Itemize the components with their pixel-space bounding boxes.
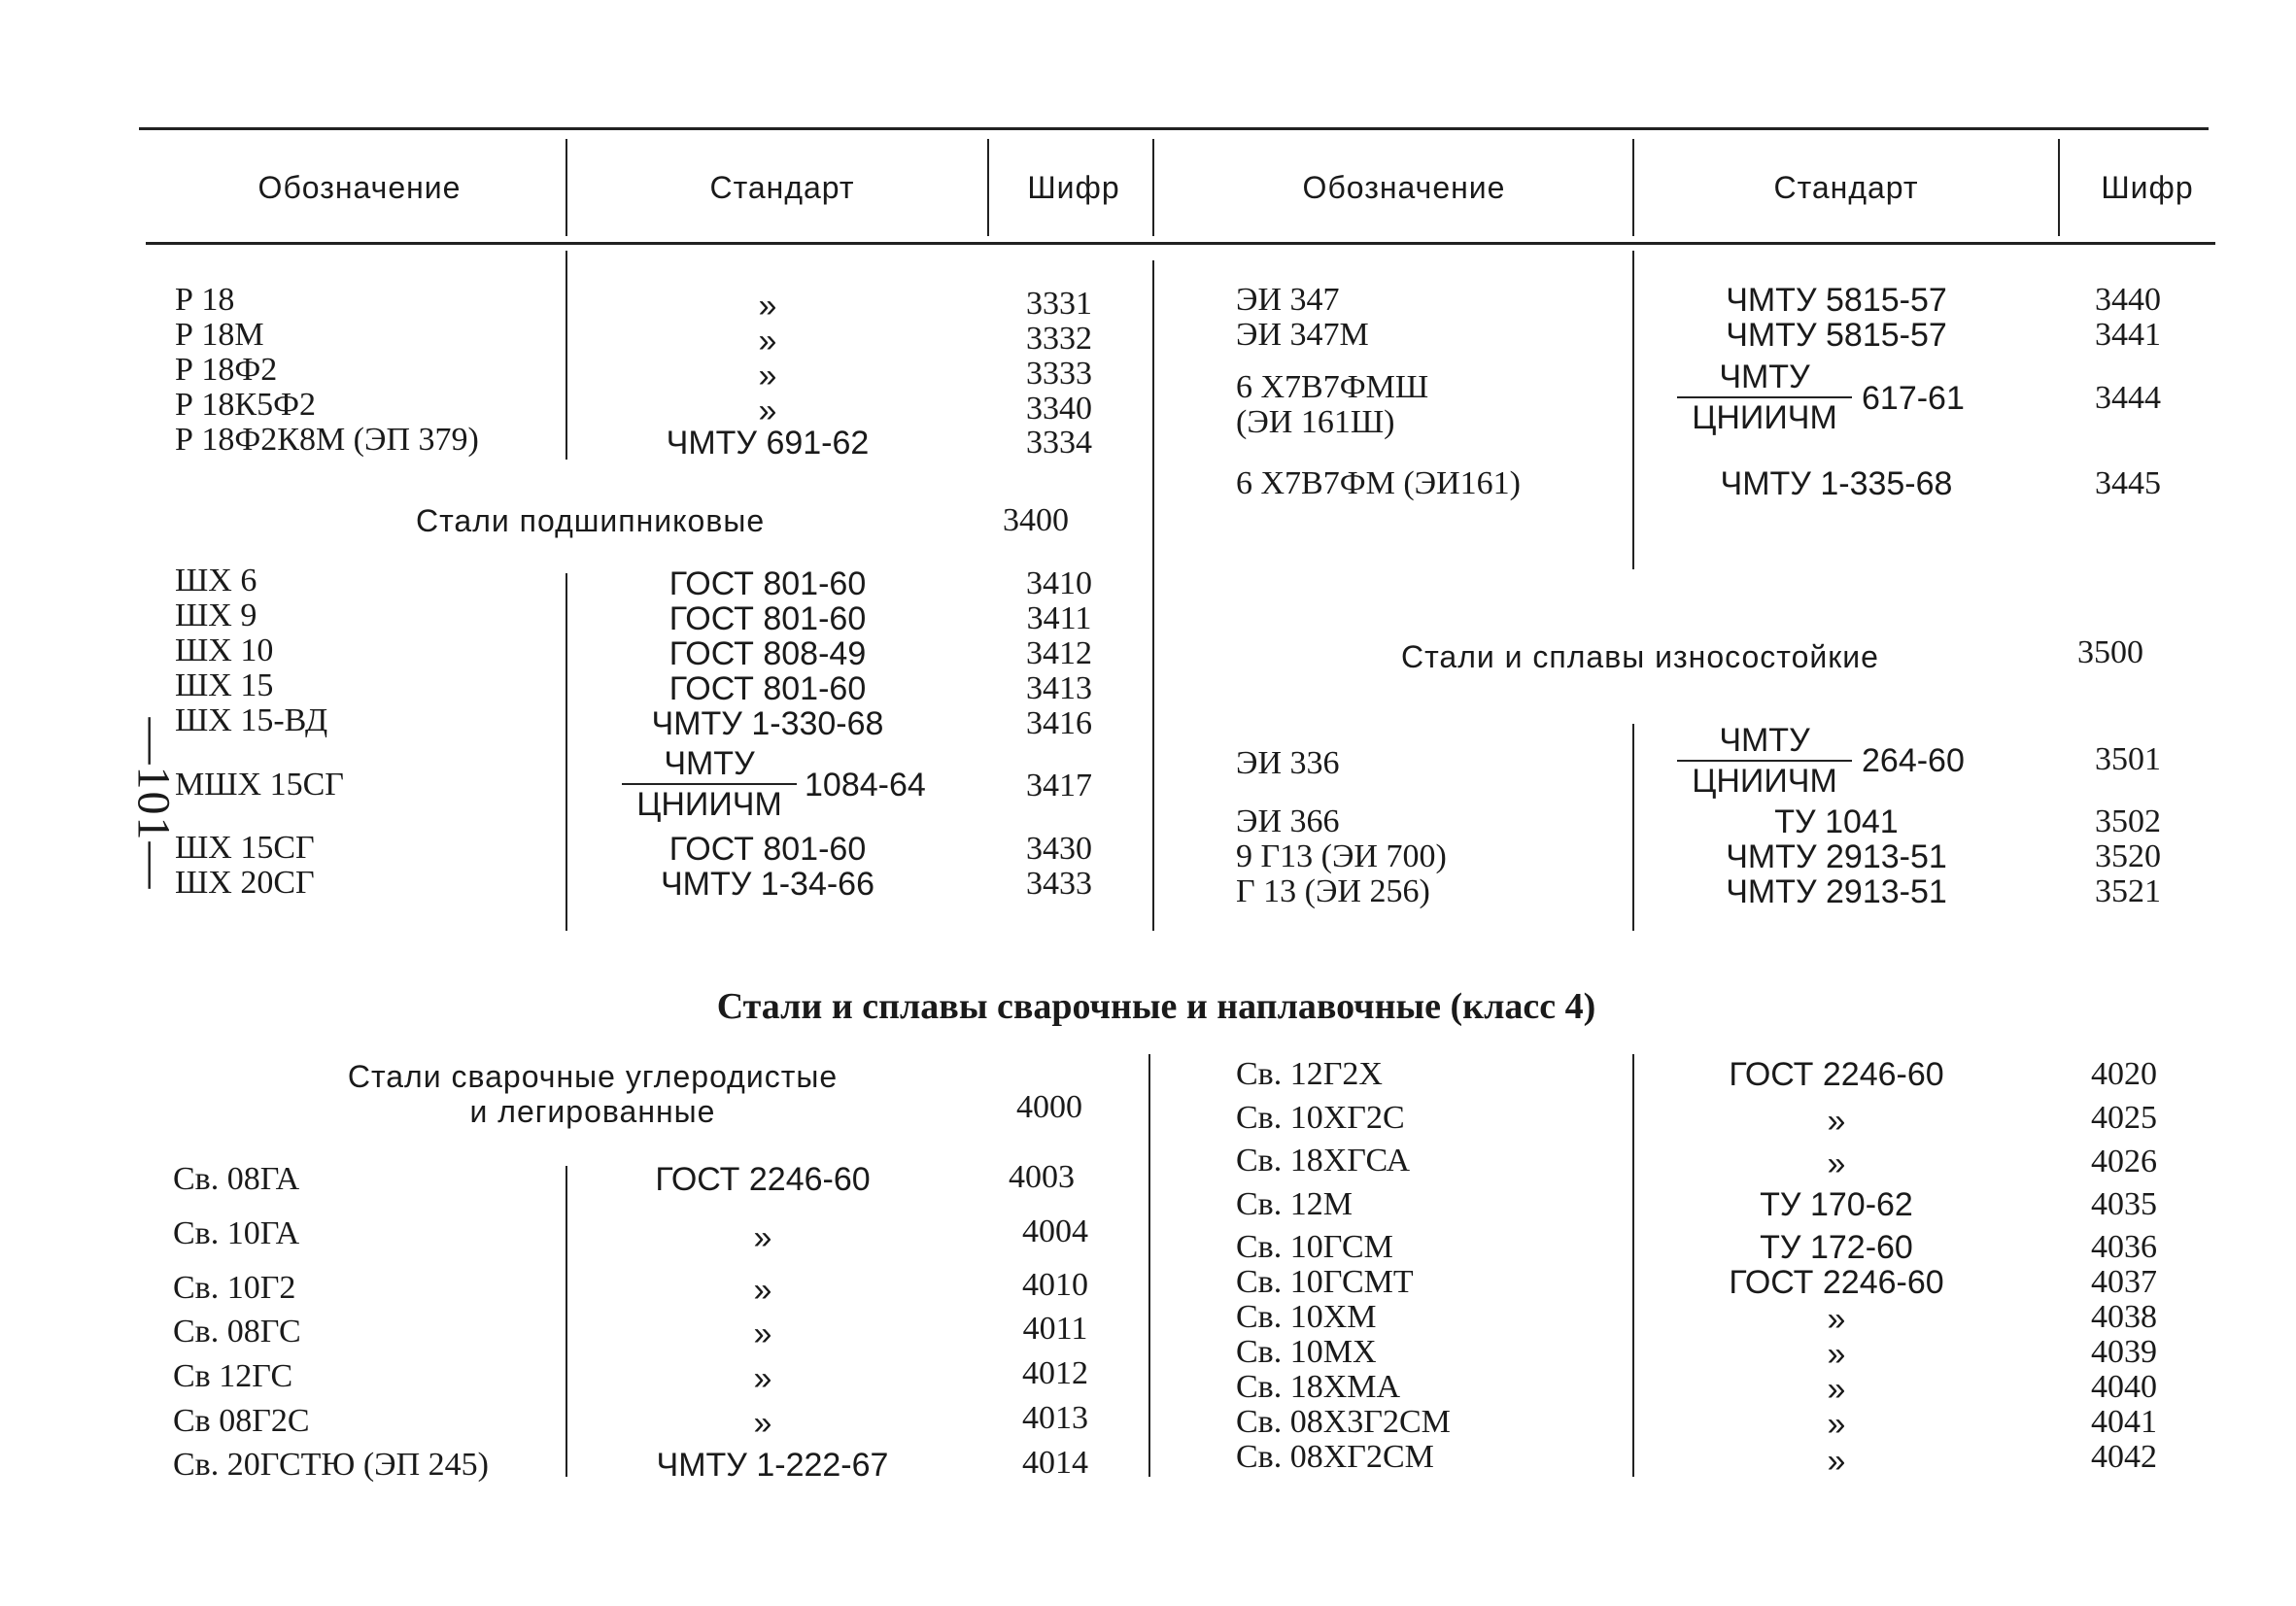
code: 4036 [2091,1229,2157,1265]
standard: ГОСТ 2246-60 [1729,1264,1944,1301]
code: 3502 [2095,803,2161,839]
section-title: Стали и сплавы износостойкие [1401,639,1879,674]
fraction-bar [1677,396,1852,398]
code: 3416 [1026,705,1092,741]
standard-suffix: 264-60 [1862,742,1965,779]
standard-fraction [1677,723,1852,799]
standard: ЧМТУ 5815-57 [1726,317,1947,354]
standard: ЧМТУ 1-330-68 [651,705,884,742]
code: 3445 [2095,465,2161,501]
code: 4040 [2091,1369,2157,1405]
standard: ЧМТУ 2913-51 [1726,873,1947,910]
standard: » [753,1219,772,1256]
code: 3430 [1026,831,1092,867]
designation: ШХ 15СГ [175,830,315,866]
fraction-numerator: ЧМТУ [664,745,755,782]
code: 3417 [1026,768,1092,803]
column-divider [1632,251,1634,569]
header-divider [2058,139,2060,236]
standard: ЧМТУ 1-34-66 [661,866,874,903]
standard: ГОСТ 808-49 [668,635,867,672]
header-code: Шифр [2101,170,2194,205]
designation: Св. 12М [1236,1186,1353,1222]
header-divider [1632,139,1634,236]
column-divider [565,251,567,460]
standard: » [1827,1145,1846,1182]
standard: » [753,1360,772,1397]
standard: ГОСТ 801-60 [668,600,867,637]
standard: ТУ 172-60 [1760,1229,1913,1266]
header-divider [565,139,567,236]
designation: 9 Г13 (ЭИ 700) [1236,838,1447,874]
designation: Св. 08ХГ2СМ [1236,1439,1434,1475]
header-designation: Обозначение [257,170,462,205]
designation: Г 13 (ЭИ 256) [1236,873,1430,909]
designation-line2: (ЭИ 161Ш) [1236,404,1395,440]
code: 3521 [2095,873,2161,909]
code: 3444 [2095,380,2161,416]
code: 4004 [1022,1213,1088,1249]
designation: Св. 10ХМ [1236,1299,1377,1335]
designation: ЭИ 366 [1236,803,1340,839]
standard: » [1827,1406,1846,1443]
standard: » [1827,1301,1846,1338]
code: 3334 [1026,425,1092,461]
standard: » [753,1316,772,1352]
code: 3440 [2095,282,2161,318]
designation: Св. 20ГСТЮ (ЭП 245) [173,1447,489,1483]
code: 3520 [2095,838,2161,874]
column-divider [1148,1054,1150,1477]
code: 4003 [1009,1159,1075,1195]
standard: ГОСТ 801-60 [668,565,867,602]
code: 4020 [2091,1056,2157,1092]
code: 3501 [2095,741,2161,777]
class4-title: Стали и сплавы сварочные и наплавочные (класс 4) [716,986,1596,1027]
standard: » [758,393,777,429]
section-title-line2: и легированные [469,1094,716,1129]
designation: ЭИ 336 [1236,745,1340,781]
designation: ШХ 6 [175,563,257,598]
column-divider [1632,724,1634,931]
code: 4038 [2091,1299,2157,1335]
page-number: —101— [127,717,180,891]
code: 4014 [1022,1445,1088,1481]
header-bottom-rule [146,242,2215,245]
standard: » [753,1272,772,1309]
code: 3412 [1026,635,1092,671]
standard: ГОСТ 2246-60 [655,1161,871,1198]
designation: Св. 10Г2 [173,1270,296,1306]
designation: ШХ 9 [175,598,257,633]
section-code: 3400 [1003,502,1069,538]
code: 4041 [2091,1404,2157,1440]
header-standard: Стандарт [1773,170,1919,205]
standard: » [758,288,777,325]
section-title: Стали подшипниковые [416,503,766,538]
code: 3333 [1026,356,1092,392]
header-designation: Обозначение [1302,170,1506,205]
section-title: Стали сварочные углеродистые [347,1059,839,1094]
table-top-rule [139,127,2209,130]
designation: ЭИ 347 [1236,282,1340,318]
standard: » [758,358,777,394]
designation: Св. 18ХМА [1236,1369,1401,1405]
standard: » [1827,1371,1846,1408]
section-code: 3500 [2077,634,2143,670]
column-divider [1632,1054,1634,1477]
code: 4039 [2091,1334,2157,1370]
standard: ТУ 170-62 [1760,1186,1913,1223]
code: 3331 [1026,286,1092,322]
code: 4026 [2091,1144,2157,1179]
designation: Св. 10ГСМТ [1236,1264,1414,1300]
standard-fraction [1677,359,1852,435]
code: 4025 [2091,1100,2157,1136]
designation: Св. 10ХГ2С [1236,1100,1405,1136]
section-code: 4000 [1016,1089,1082,1125]
designation: Св. 10ГА [173,1215,300,1251]
fraction-numerator: ЧМТУ [1719,722,1810,759]
fraction-numerator: ЧМТУ [1719,359,1810,395]
standard: » [753,1405,772,1442]
standard-suffix: 617-61 [1862,380,1965,417]
column-divider [1152,260,1154,931]
column-divider [565,1166,567,1477]
header-divider [1152,139,1154,236]
fraction-bar [622,783,797,785]
standard: » [1827,1103,1846,1140]
fraction-denominator: ЦНИИЧМ [1692,399,1837,436]
designation: 6 Х7В7ФМШ [1236,369,1429,405]
designation: ШХ 15-ВД [175,702,328,738]
code: 4035 [2091,1186,2157,1222]
designation: Св. 08Х3Г2СМ [1236,1404,1451,1440]
designation: Р 18Ф2 [175,352,278,388]
designation: МШХ 15СГ [175,767,344,803]
fraction-denominator: ЦНИИЧМ [1692,763,1837,800]
code: 4010 [1022,1267,1088,1303]
designation: Св. 12Г2Х [1236,1056,1383,1092]
standard: ЧМТУ 691-62 [666,425,870,461]
designation: Св. 10МХ [1236,1334,1377,1370]
standard: ЧМТУ 1-222-67 [656,1447,889,1484]
code: 3441 [2095,317,2161,353]
code: 3332 [1026,321,1092,357]
standard: ГОСТ 2246-60 [1729,1056,1944,1093]
designation: Р 18Ф2К8М (ЭП 379) [175,422,479,458]
standard: ЧМТУ 5815-57 [1726,282,1947,319]
designation: Р 18М [175,317,264,353]
designation: ШХ 10 [175,632,274,668]
designation: 6 Х7В7ФМ (ЭИ161) [1236,465,1521,501]
standard: ЧМТУ 1-335-68 [1720,465,1953,502]
standard: ТУ 1041 [1774,803,1899,840]
code: 4011 [1022,1311,1088,1347]
code: 4013 [1022,1400,1088,1436]
designation: Св. 10ГСМ [1236,1229,1393,1265]
designation: Св. 18ХГСА [1236,1143,1411,1179]
standard: ГОСТ 801-60 [668,831,867,868]
standard-fraction [622,746,797,822]
standard-suffix: 1084-64 [805,767,926,803]
code: 3413 [1026,670,1092,706]
header-code: Шифр [1027,170,1120,205]
designation: ШХ 15 [175,667,274,703]
code: 4012 [1022,1355,1088,1391]
standard: » [758,323,777,359]
designation: ЭИ 347М [1236,317,1369,353]
standard: » [1827,1443,1846,1480]
code: 3340 [1026,391,1092,427]
designation: Св. 08ГС [173,1314,301,1350]
code: 3433 [1026,866,1092,902]
header-standard: Стандарт [709,170,855,205]
fraction-denominator: ЦНИИЧМ [636,786,782,823]
standard: ЧМТУ 2913-51 [1726,838,1947,875]
code: 4042 [2091,1439,2157,1475]
code: 3411 [1026,600,1092,636]
designation: Р 18 [175,282,235,318]
designation: Св 08Г2С [173,1403,310,1439]
designation: Св 12ГС [173,1358,293,1394]
fraction-bar [1677,760,1852,762]
code: 4037 [2091,1264,2157,1300]
code: 3410 [1026,565,1092,601]
standard: » [1827,1336,1846,1373]
designation: Р 18К5Ф2 [175,387,316,423]
header-divider [987,139,989,236]
designation: Св. 08ГА [173,1161,300,1197]
standard: ГОСТ 801-60 [668,670,867,707]
designation: ШХ 20СГ [175,865,315,901]
column-divider [565,573,567,931]
